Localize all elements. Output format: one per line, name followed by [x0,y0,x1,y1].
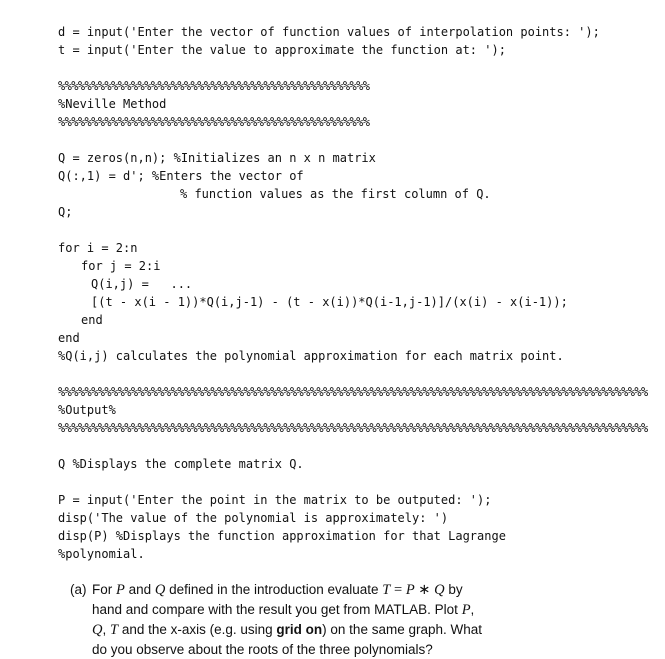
code-line-disp-p: disp(P) %Displays the function approximation for that Lagrange [58,529,506,543]
comment-separator: %%%%%%%%%%%%%%%%%%%%%%%%%%%%%%%%%%%%%%%%%%%%%%%%%%%%%%%%%%%%%%%%%%%%%%%%%%%%%%%%%%%%%%%%% [58,421,648,435]
question-line-3: Q, T and the x-axis (e.g. using grid on) on the same graph. What [92,622,483,638]
code-line-first-column: Q(:,1) = d'; %Enters the vector of [58,169,304,183]
section-heading-output: %Output% [58,403,116,417]
comment-separator: %%%%%%%%%%%%%%%%%%%%%%%%%%%%%%%%%%%%%%%%%%%%%%% [58,115,370,129]
code-line-end-outer: end [58,331,80,345]
math-var-p: P [405,582,415,598]
comment-separator: %%%%%%%%%%%%%%%%%%%%%%%%%%%%%%%%%%%%%%%%%%%%%%%%%%%%%%%%%%%%%%%%%%%%%%%%%%%%%%%%%%%%%%%%% [58,385,648,399]
math-var-t: T [110,622,119,638]
math-var-t: T [382,582,391,598]
code-line-input-t: t = input('Enter the value to approximate the function at: '); [58,43,506,57]
section-heading-neville: %Neville Method [58,97,167,111]
code-line-assign-q: Q(i,j) = ... [91,277,193,291]
math-var-q: Q [154,582,166,598]
code-line-for-i: for i = 2:n [58,241,138,255]
comment-separator: %%%%%%%%%%%%%%%%%%%%%%%%%%%%%%%%%%%%%%%%%%%%%%% [58,79,370,93]
code-line-zeros: Q = zeros(n,n); %Initializes an n x n matrix [58,151,376,165]
code-line-for-j: for j = 2:i [81,259,161,273]
grid-on-command: grid on [276,622,323,637]
code-line-comment-polynomial: %polynomial. [58,547,145,561]
question-line-1: (a) For P and Q defined in the introduction evaluate T = P ∗ Q by [70,582,463,598]
question-label: (a) [70,582,87,597]
exercise-question-a [70,580,590,659]
math-var-p: P [461,602,471,618]
code-line-input-p: P = input('Enter the point in the matrix to be outputed: '); [58,493,492,507]
code-line-input-d: d = input('Enter the vector of function values of interpolation points: '); [58,25,600,39]
math-var-q: Q [92,622,103,638]
code-line-disp-text: disp('The value of the polynomial is approximately: ') [58,511,449,525]
math-var-q: Q [434,582,445,598]
code-line-q: Q; [58,205,73,219]
code-line-display-q: Q %Displays the complete matrix Q. [58,457,304,471]
question-line-2: hand and compare with the result you get from MATLAB. Plot P, [92,602,475,618]
code-line-neville-formula: [(t - x(i - 1))*Q(i,j-1) - (t - x(i))*Q(i-1,j-1)]/(x(i) - x(i-1)); [91,295,568,309]
math-var-p: P [116,582,125,598]
code-line-comment-continuation: % function values as the first column of Q. [180,187,491,201]
question-line-4: do you observe about the roots of the three polynomials? [92,642,433,657]
code-line-comment-q: %Q(i,j) calculates the polynomial approximation for each matrix point. [58,349,564,363]
code-line-end-inner: end [81,313,103,327]
